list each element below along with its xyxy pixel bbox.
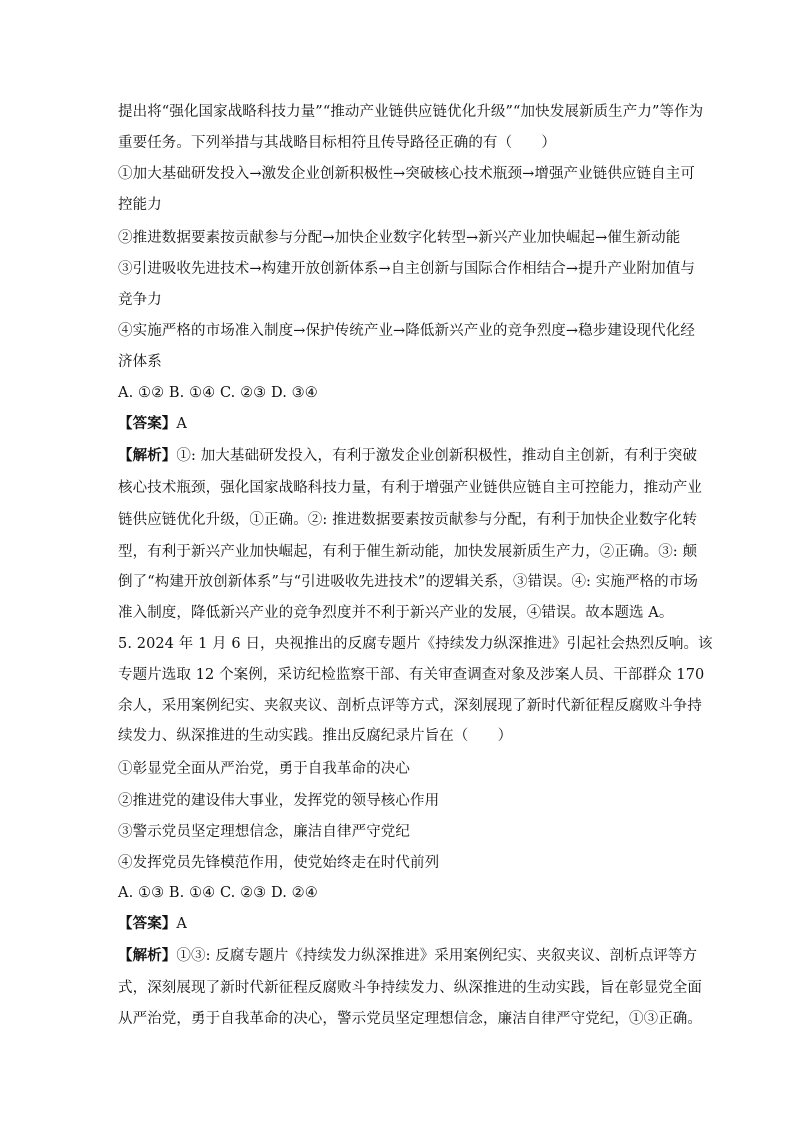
q5-analysis-line-3: 从严治党，勇于自我革命的决心，警示党员坚定理想信念，廉洁自律严守党纪，①③正确。 [118, 1011, 702, 1027]
q5-answer-label: 【答案】 [118, 915, 177, 932]
q4-analysis-line-4: 型，有利于新兴产业加快崛起，有利于催生新动能，加快发展新质生产力，②正确。③: 颠 [118, 544, 698, 560]
q5-option-line-4: ④发挥党员先锋模范作用，使党始终走在时代前列 [118, 855, 440, 871]
q4-option-line-1: ①加大基础研发投入→激发企业创新积极性→突破核心技术瓶颈→增强产业链供应链自主可 [118, 166, 695, 182]
q5-answer [118, 914, 187, 934]
q4-analysis-line-3: 链供应链优化升级，①正确。②: 推进数据要素按贡献参与分配，有利于加快企业数字化转 [118, 512, 698, 528]
q5-stem-line-3: 余人，采用案例纪实、夹叙夹议、剖析点评等方式，深刻展现了新时代新征程反腐败斗争持 [118, 698, 702, 714]
q4-stem-line-1: 提出将“强化国家战略科技力量”“推动产业链供应链优化升级”“加快发展新质生产力”等作为 [118, 104, 704, 120]
q4-option-line-4: ③引进吸收先进技术→构建开放创新体系→自主创新与国际合作相结合→提升产业附加值与 [118, 261, 695, 277]
q4-stem-line-2: 重要任务。下列举措与其战略目标相符且传导路径正确的有（ ） [118, 135, 556, 151]
q4-analysis-label: 【解析】 [118, 447, 177, 464]
q5-stem-line-4: 续发力、纵深推进的生动实践。推出反腐纪录片旨在（ ） [118, 728, 513, 744]
q4-analysis-line-1 [118, 446, 697, 466]
q5-option-line-2: ②推进党的建设伟大事业，发挥党的领导核心作用 [118, 793, 440, 809]
q4-answer-value: A [176, 416, 187, 432]
q4-answer-label: 【答案】 [118, 415, 177, 432]
q4-analysis-line-6: 准入制度，降低新兴产业的竞争烈度并不利于新兴产业的发展，④错误。故本题选 A。 [118, 605, 674, 621]
q4-analysis-text-1: ①: 加大基础研发投入，有利于激发企业创新积极性，推动自主创新，有利于突破 [176, 448, 698, 464]
q5-analysis-line-1 [118, 946, 697, 966]
q4-analysis-line-5: 倒了“构建开放创新体系”与“引进吸收先进技术”的逻辑关系，③错误。④: 实施严格的市场 [118, 574, 698, 590]
q4-analysis-line-2: 核心技术瓶颈，强化国家战略科技力量，有利于增强产业链供应链自主可控能力，推动产业 [118, 480, 702, 496]
q5-stem-line-1: 5. 2024 年 1 月 6 日，央视推出的反腐专题片《持续发力纵深推进》引起社会热烈反响。该 [118, 636, 713, 652]
q5-option-line-3: ③警示党员坚定理想信念，廉洁自律严守党纪 [118, 824, 410, 840]
q5-option-line-1: ①彰显党全面从严治党，勇于自我革命的决心 [118, 761, 410, 777]
q5-stem-line-2: 专题片选取 12 个案例，采访纪检监察干部、有关审查调查对象及涉案人员、干部群众 170 [118, 667, 705, 683]
q4-option-line-3: ②推进数据要素按贡献参与分配→加快企业数字化转型→新兴产业加快崛起→催生新动能 [118, 230, 681, 246]
q5-answer-value: A [176, 916, 187, 932]
q4-option-line-2: 控能力 [118, 197, 162, 213]
q5-analysis-line-2: 式，深刻展现了新时代新征程反腐败斗争持续发力、纵深推进的生动实践，旨在彰显党全面 [118, 980, 702, 996]
q5-choices: A. ①③ B. ①④ C. ②③ D. ②④ [118, 885, 318, 901]
q4-option-line-5: 竞争力 [118, 292, 162, 308]
q4-option-line-7: 济体系 [118, 354, 162, 370]
q5-analysis-text-1: ①③: 反腐专题片《持续发力纵深推进》采用案例纪实、夹叙夹议、剖析点评等方 [176, 948, 698, 964]
q4-option-line-6: ④实施严格的市场准入制度→保护传统产业→降低新兴产业的竞争烈度→稳步建设现代化经 [118, 323, 695, 339]
q4-choices: A. ①② B. ①④ C. ②③ D. ③④ [118, 385, 318, 401]
q4-answer [118, 414, 187, 434]
q5-analysis-label: 【解析】 [118, 947, 177, 964]
